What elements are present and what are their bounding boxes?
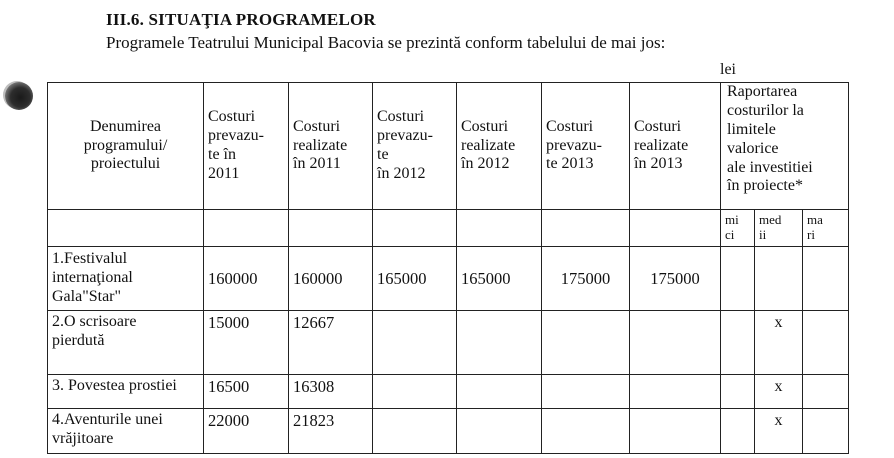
subheader-empty bbox=[48, 210, 204, 247]
large-cell bbox=[803, 247, 849, 311]
subheader-empty bbox=[542, 210, 630, 247]
realized-2011-cell: 160000 bbox=[289, 247, 373, 311]
planned-2012-cell: 165000 bbox=[373, 247, 457, 311]
program-name: 2.O scrisoare pierdută bbox=[48, 311, 204, 375]
realized-2013-cell bbox=[630, 375, 721, 409]
small-cell bbox=[721, 311, 755, 375]
header-planned-2012: Costuri prevazu- te în 2012 bbox=[373, 83, 457, 210]
medium-cell: x bbox=[755, 409, 803, 454]
small-cell bbox=[721, 247, 755, 311]
planned-2013-cell bbox=[542, 311, 630, 375]
table-row bbox=[48, 409, 849, 454]
header-realized-2011: Costuri realizate în 2011 bbox=[289, 83, 373, 210]
planned-2013-cell bbox=[542, 375, 630, 409]
small-cell bbox=[721, 409, 755, 454]
realized-2011-cell: 21823 bbox=[289, 409, 373, 454]
planned-2011-cell: 16500 bbox=[204, 375, 289, 409]
small-cell bbox=[721, 375, 755, 409]
realized-2013-cell bbox=[630, 409, 721, 454]
planned-2011-cell: 15000 bbox=[204, 311, 289, 375]
subheader-empty bbox=[457, 210, 542, 247]
large-cell bbox=[803, 375, 849, 409]
subheader-empty bbox=[373, 210, 457, 247]
planned-2011-cell: 160000 bbox=[204, 247, 289, 311]
realized-2012-cell: 165000 bbox=[457, 247, 542, 311]
subheader-empty bbox=[289, 210, 373, 247]
header-large: ma ri bbox=[803, 210, 849, 247]
table-header-row bbox=[48, 83, 849, 210]
planned-2012-cell bbox=[373, 375, 457, 409]
table-row bbox=[48, 311, 849, 375]
planned-2013-cell: 175000 bbox=[542, 247, 630, 311]
realized-2011-cell: 12667 bbox=[289, 311, 373, 375]
table-row bbox=[48, 247, 849, 311]
planned-2012-cell bbox=[373, 311, 457, 375]
subheader-empty bbox=[630, 210, 721, 247]
header-realized-2013: Costuri realizate în 2013 bbox=[630, 83, 721, 210]
realized-2013-cell: 175000 bbox=[630, 247, 721, 311]
medium-cell: x bbox=[755, 375, 803, 409]
currency-unit: lei bbox=[720, 61, 736, 78]
program-name: 4.Aventurile unei vrăjitoare bbox=[48, 409, 204, 454]
planned-2012-cell bbox=[373, 409, 457, 454]
section-heading: III.6. SITUAŢIA PROGRAMELOR bbox=[106, 10, 376, 29]
header-planned-2013: Costuri prevazu- te 2013 bbox=[542, 83, 630, 210]
planned-2013-cell bbox=[542, 409, 630, 454]
realized-2011-cell: 16308 bbox=[289, 375, 373, 409]
subheader-empty bbox=[204, 210, 289, 247]
punch-hole-icon bbox=[5, 82, 33, 110]
medium-cell bbox=[755, 247, 803, 311]
realized-2012-cell bbox=[457, 311, 542, 375]
header-program: Denumirea programului/ proiectului bbox=[48, 83, 204, 210]
medium-cell: x bbox=[755, 311, 803, 375]
program-name: 3. Povestea prostiei bbox=[48, 375, 204, 409]
header-small: mi ci bbox=[721, 210, 755, 247]
planned-2011-cell: 22000 bbox=[204, 409, 289, 454]
realized-2012-cell bbox=[457, 375, 542, 409]
table-subheader-row bbox=[48, 210, 849, 247]
realized-2013-cell bbox=[630, 311, 721, 375]
large-cell bbox=[803, 311, 849, 375]
header-medium: med ii bbox=[755, 210, 803, 247]
header-report: Raportarea costurilor la limitele valorice ale investitiei în proiecte* bbox=[721, 83, 849, 210]
section-intro: Programele Teatrului Municipal Bacovia se prezintă conform tabelului de mai jos: bbox=[106, 33, 666, 52]
header-realized-2012: Costuri realizate în 2012 bbox=[457, 83, 542, 210]
realized-2012-cell bbox=[457, 409, 542, 454]
header-planned-2011: Costuri prevazu- te în 2011 bbox=[204, 83, 289, 210]
large-cell bbox=[803, 409, 849, 454]
table-row bbox=[48, 375, 849, 409]
program-name: 1.Festivalul internaţional Gala"Star" bbox=[48, 247, 204, 311]
programs-table bbox=[47, 82, 849, 454]
